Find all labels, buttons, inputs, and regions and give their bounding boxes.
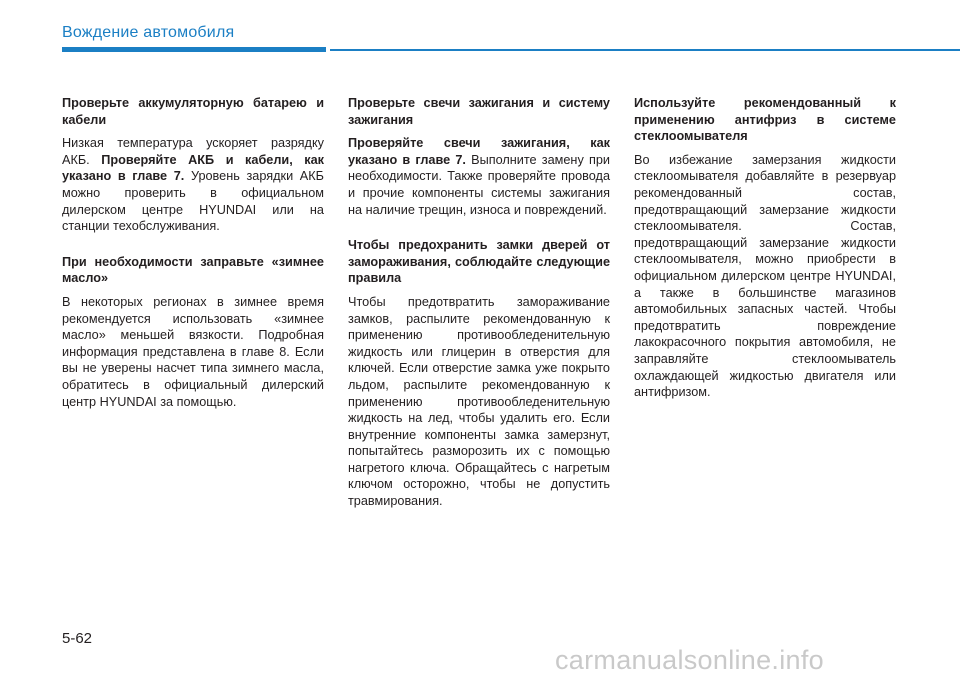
watermark: carmanualsonline.info [555,645,824,675]
column-3 [634,95,896,420]
paragraph-battery [62,135,324,235]
paragraph-washer-antifreeze: Во избежание замерзания жидкости стеклоомывателя добавляйте в резервуар рекомендованный состав, предотвращающий замерзание жидкости стеклоомывателя. Состав, предотвращающий замерзание жидкости стеклоомывателя, можно приобрести в официальном дилерском центре HYUNDAI, а также в большинстве магазинов автомобильных запасных частей. Чтобы предотвратить повреждение лакокрасочного покрытия автомобиля, не заправляйте стеклоомыватель охлаждающей жидкостью двигателя или антифризом. [634,152,896,400]
heading-spark-plugs: Проверьте свечи зажигания и систему зажигания [348,96,610,127]
paragraph-winter-oil: В некоторых регионах в зимнее время рекомендуется использовать «зимнее масло» меньшей вязкости. Подробная информация представлена в главе 8. Если вы не уверены насчет типа зимнего масла, обратитесь в официальный дилерский центр HYUNDAI за помощью. [62,294,324,409]
heading-winter-oil: При необходимости заправьте «зимнее масло» [62,254,324,286]
section-title: Вождение автомобиля [62,24,235,41]
text-plain: Низкая температура ускоряет разрядку АКБ. [62,136,324,167]
text-bold: Проверяйте свечи зажигания, как указано в главе 7. [348,136,610,167]
paragraph-spark-plugs [348,135,610,218]
heading-washer-antifreeze: Используйте рекомендованный к применению антифриз в системе стеклоомывателя [634,96,896,144]
text-bold: Проверяйте АКБ и кабели, как указано в главе 7. [62,152,325,184]
heading-door-locks: Чтобы предохранить замки дверей от замораживания, соблюдайте следующие правила [348,238,610,286]
page-number: 5-62 [62,630,93,647]
column-1 [62,95,324,429]
text-plain: Уровень зарядки АКБ можно проверить в официальном дилерском центре HYUNDAI или на станции техобслуживания. [62,169,324,234]
header-accent-bar [62,47,326,52]
column-2 [348,95,610,529]
header-rule [330,49,960,51]
heading-battery: Проверьте аккумуляторную батарею и кабели [62,96,324,127]
text-plain: Выполните замену при необходимости. Также проверяйте провода и прочие компоненты системы зажигания на наличие трещин, износа и повреждений. [348,152,610,217]
paragraph-door-locks: Чтобы предотвратить замораживание замков, распылите рекомендованную к применению противообледенительную жидкость или глицерин в отверстия для ключей. Если отверстие замка уже покрыто льдом, распылите рекомендованную к применению противообледенительную жидкость на лед, чтобы удалить его. Если внутренние компоненты замка замерзнут, попытайтесь разморозить их с помощью нагретого ключа. Обращайтесь с нагретым ключом осторожно, чтобы не допустить травмирования. [348,294,610,509]
